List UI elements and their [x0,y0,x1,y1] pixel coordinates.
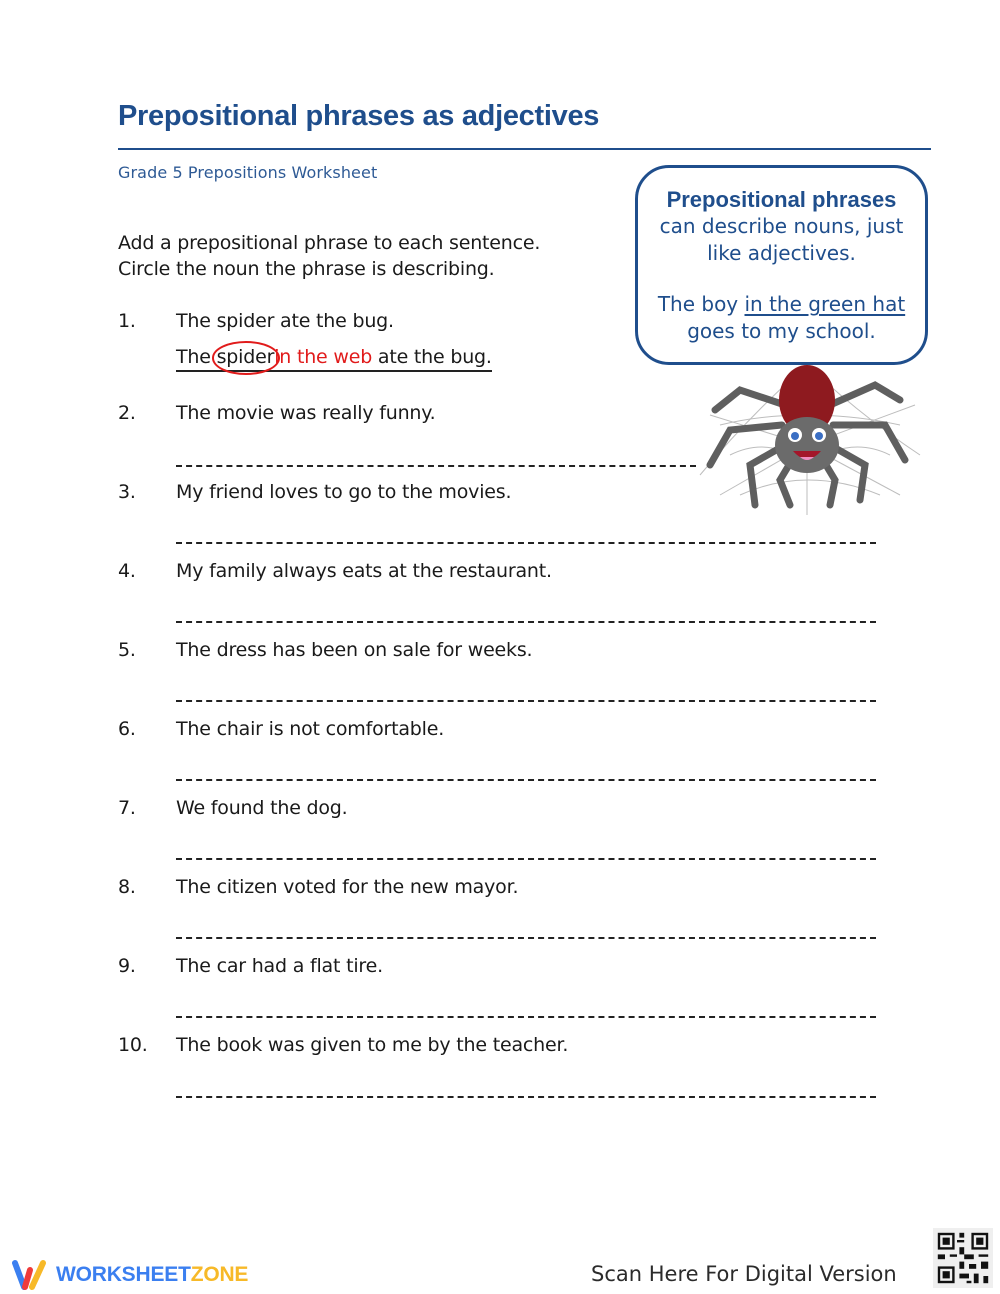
scan-prompt: Scan Here For Digital Version [591,1262,897,1286]
question-text: The book was given to me by the teacher. [176,1034,569,1056]
question-number: 10. [118,1034,148,1056]
example-answer: The spiderin the web ate the bug. [176,345,492,372]
page-title: Prepositional phrases as adjectives [118,100,600,132]
question-number: 8. [118,876,136,898]
question-number: 5. [118,639,136,661]
answer-line-8[interactable] [176,937,876,939]
callout-line-1: can describe nouns, just [659,214,904,238]
answer-line-10[interactable] [176,1096,876,1098]
question-number: 9. [118,955,136,977]
brand-name: WORKSHEETZONE [56,1263,249,1286]
answer-line-5[interactable] [176,700,876,702]
question-text: The dress has been on sale for weeks. [176,639,533,661]
worksheetzone-logo-icon [10,1258,48,1292]
instruction-line-1: Add a prepositional phrase to each sentence. [118,232,541,254]
tip-callout [635,165,928,365]
spider-on-web-icon [690,355,925,520]
answer-line-4[interactable] [176,621,876,623]
callout-example: The boy in the green hat [657,292,906,316]
question-number: 1. [118,310,136,332]
question-number: 2. [118,402,136,424]
circled-noun: spider [216,346,275,368]
question-number: 7. [118,797,136,819]
title-divider [118,148,931,150]
worksheet-subtitle: Grade 5 Prepositions Worksheet [118,163,378,182]
instruction-line-2: Circle the noun the phrase is describing. [118,258,495,280]
question-text: The movie was really funny. [176,402,436,424]
answer-line-6[interactable] [176,779,876,781]
callout-example-end: goes to my school. [687,319,876,343]
question-text: The citizen voted for the new mayor. [176,876,519,898]
answer-line-9[interactable] [176,1016,876,1018]
question-number: 6. [118,718,136,740]
question-text: The spider ate the bug. [176,310,394,332]
callout-example-phrase: in the green hat [744,292,906,316]
answer-line-7[interactable] [176,858,876,860]
question-text: My family always eats at the restaurant. [176,560,552,582]
callout-heading: Prepositional phrases [666,187,897,212]
question-number: 4. [118,560,136,582]
question-text: My friend loves to go to the movies. [176,481,512,503]
question-number: 3. [118,481,136,503]
qr-code-icon[interactable] [933,1228,993,1288]
question-text: The car had a flat tire. [176,955,383,977]
question-text: We found the dog. [176,797,348,819]
answer-line-2[interactable] [176,465,696,467]
callout-line-2: like adjectives. [707,241,856,265]
instructions [118,230,540,282]
worksheetzone-logo[interactable] [10,1258,248,1292]
answer-line-3[interactable] [176,542,876,544]
question-text: The chair is not comfortable. [176,718,445,740]
prepositional-phrase: in the web [274,346,373,368]
